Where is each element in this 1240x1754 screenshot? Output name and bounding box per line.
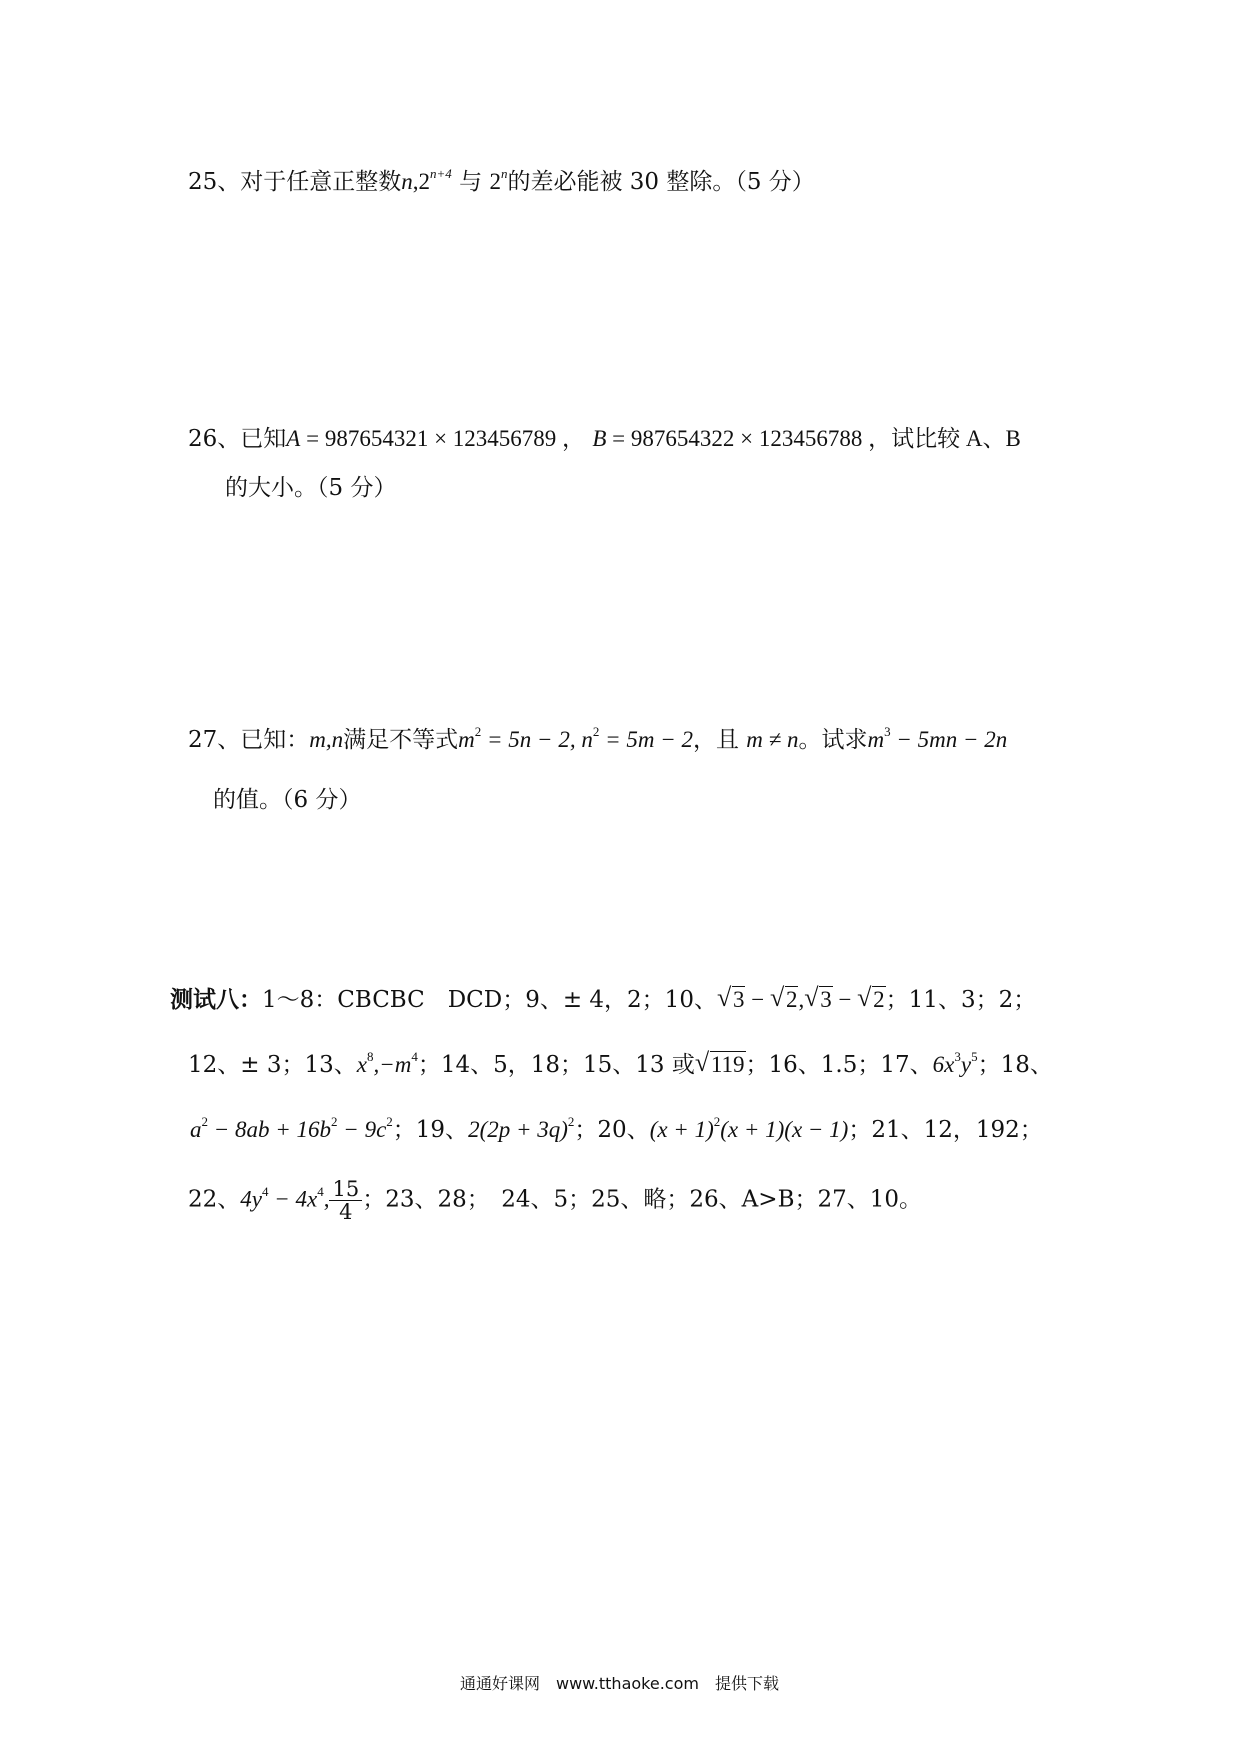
question-27-line-1: 27、已知：m,n满足不等式$m^2 = 5n - 2$, $n^2 = 5m - 2$，且 m ≠ n。试求$m^3 - 5mn - 2n$	[188, 724, 1008, 753]
sqrt-3: √ 3	[716, 983, 745, 1012]
answers-line-4: 22、$4y^4 - 4x^4$, $\frac{15}{4}$ ；23、28； 24、5；25、略；26、A>B；27、10。	[188, 1177, 923, 1225]
question-26-line-1: 26、已知A = 987654321 × 123456789 ， B = 987654322 × 123456788 ，试比较 A、B	[188, 426, 1021, 452]
sqrt-2-b: √ 2	[857, 983, 885, 1012]
page-footer: 通通好课网 www.tthaoke.com 提供下载	[460, 1674, 779, 1693]
answers-line-2: 12、± 3；13、$x^8,-m^4$；14、5，18；15、13 或 √ 119；16、1.5；17、$6x^3y^5$；18、	[188, 1048, 1053, 1078]
sqrt-119: √ 119	[694, 1048, 745, 1077]
question-25: 25、对于任意正整数$n,2^{n+4}$ 与 2$^n$的差必能被 30 整除。（5 分）	[188, 166, 815, 195]
answers-title: 测试八：	[170, 987, 262, 1013]
answers-line-1: 测试八：1～8：CBCBC DCD；9、± 4，2；10、 √ 3 − √ 2, √ 3 − √ 2；11、3；2；	[170, 983, 1037, 1013]
question-27-line-2: 的值。（6 分）	[213, 787, 362, 813]
sqrt-2: √ 2	[769, 983, 798, 1012]
answers-line-3: $a^2 - 8ab + 16b^2 - 9c^2$；19、$2(2p + 3q)^2$；20、$(x + 1)^2(x + 1)(x - 1)$；21、12，192；	[190, 1114, 1043, 1143]
sqrt-3-b: √ 3	[804, 983, 832, 1012]
fraction-15-over-4: $\frac{15}{4}$	[329, 1178, 362, 1223]
question-26-line-2: 的大小。（5 分）	[225, 475, 397, 501]
